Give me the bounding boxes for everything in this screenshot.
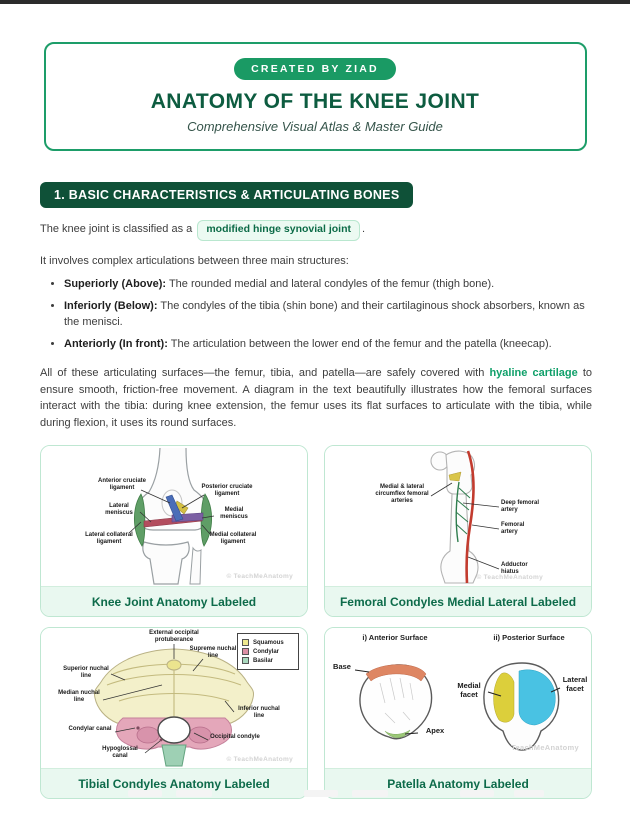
bullet-inferiorly: • Inferiorly (Below): The condyles of the tibia (shin bone) and their cartilaginous shock absorbers, known as the menisci. [64,299,592,331]
anterior-surface-title: i) Anterior Surface [362,633,428,642]
intro-paragraph [40,220,592,241]
label-lateral-meniscus: Lateral meniscus [105,503,133,516]
watermark: © TeachMeAnatomy [476,574,543,581]
figure-caption-femoral: Femoral Condyles Medial Lateral Labeled [325,586,591,616]
label-medial-meniscus: Medial meniscus [220,507,248,520]
posterior-surface-title: ii) Posterior Surface [493,633,565,642]
structures-line: It involves complex articulations between three main structures: [40,254,349,267]
page-subtitle: Comprehensive Visual Atlas & Master Guide [187,119,443,134]
legend-item-squamous: Squamous [242,639,294,646]
hyaline-cartilage-highlight: hyaline cartilage [489,367,578,379]
intro-prefix: The knee joint is classified as a [40,223,193,235]
patella-diagram [325,628,591,768]
figure-caption-patella: Patella Anatomy Labeled [325,768,591,798]
femoral-diagram-art [325,446,591,586]
header-card [44,42,587,151]
bullet-list [64,277,592,353]
figure-caption-tibial: Tibial Condyles Anatomy Labeled [41,768,307,798]
label-inferior-nuchal-line: Inferior nuchal line [238,706,280,719]
section-heading: 1. BASIC CHARACTERISTICS & ARTICULATING BONES [40,182,413,208]
page-title: ANATOMY OF THE KNEE JOINT [150,90,480,113]
label-base: Base [333,662,351,671]
label-apex: Apex [425,726,445,735]
main-content [40,151,592,431]
figure-grid [40,445,592,799]
label-median-nuchal-line: Median nuchal line [58,690,100,703]
label-superior-nuchal-line: Superior nuchal line [63,666,109,679]
legend-item-condylar: Condylar [242,648,294,655]
knee-diagram-art [41,446,307,586]
label-adductor-hiatus: Adductor hiatus [501,562,528,575]
label-circumflex-femoral-arteries: Medial & lateral circumflex femoral arteries [375,484,429,504]
squamous-swatch [242,639,249,646]
label-external-occipital-protuberance: External occipital protuberance [149,630,199,643]
intro-suffix: . [362,223,366,235]
label-occipital-condyle: Occipital condyle [210,734,260,740]
watermark: © TeachMeAnatomy [226,573,293,580]
legend-item-basilar: Basilar [242,657,294,664]
bullet-superiorly: • Superiorly (Above): The rounded medial and lateral condyles of the femur (thigh bone). [64,277,592,293]
watermark: © TeachMeAnatomy [226,756,293,763]
label-medial-facet: Medial facet [457,681,481,699]
basilar-swatch [242,657,249,664]
label-condylar-canal: Condylar canal [68,726,112,732]
figure-card-femoral [324,445,592,617]
watermark: TeachMeAnatomy [511,743,579,752]
label-medial-collateral-ligament: Medial collateral ligament [209,532,257,545]
femoral-diagram [325,446,591,586]
condylar-swatch [242,648,249,655]
top-bar [0,0,630,4]
figure-card-knee [40,445,308,617]
label-lateral-facet: Lateral facet [562,675,588,693]
label-hypoglossal-canal: Hypoglossal canal [102,746,138,759]
knee-diagram [41,446,307,586]
bullet-anteriorly: • Anteriorly (In front): The articulation between the lower end of the femur and the patella (kneecap). [64,337,592,353]
label-posterior-cruciate-ligament: Posterior cruciate ligament [201,484,253,497]
label-lateral-collateral-ligament: Lateral collateral ligament [85,532,133,545]
label-anterior-cruciate-ligament: Anterior cruciate ligament [97,478,146,491]
tibial-diagram [41,628,307,768]
label-supreme-nuchal-line: Supreme nuchal line [189,646,237,659]
figure-caption-knee: Knee Joint Anatomy Labeled [41,586,307,616]
figure-card-patella [324,627,592,799]
label-femoral-artery: Femoral artery [501,522,525,535]
closing-paragraph: All of these articulating surfaces—the femur, tibia, and patella—are safely covered with hyaline cartilage to ensure smooth, friction-free movement. A diagram in the text beautifully illustrates how the femoral surfaces interact with the tibia: during knee extension, the femur uses its flat surfaces to articulate with the tibia, while during flexion, it uses its round surfaces. [40,367,592,429]
figure-card-tibial [40,627,308,799]
highlight-chip: modified hinge synovial joint [197,220,360,241]
created-by-badge: CREATED BY ZIAD [234,58,396,80]
color-legend [237,633,299,670]
label-deep-femoral-artery: Deep femoral artery [501,500,540,513]
